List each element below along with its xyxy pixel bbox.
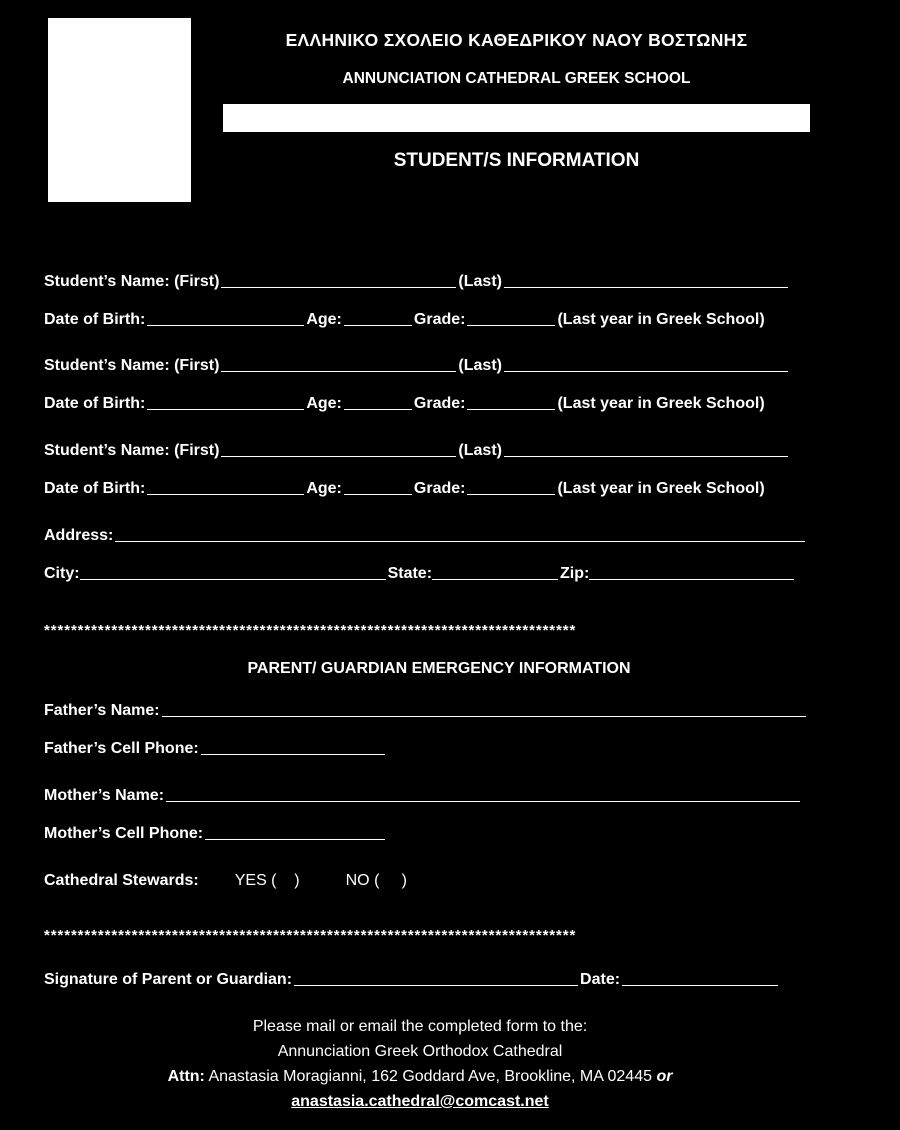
first-name-label: Student’s Name: (First) <box>44 273 220 290</box>
signature-field[interactable] <box>294 968 578 986</box>
age-label: Age: <box>306 395 342 412</box>
grade-label: Grade: <box>413 311 466 328</box>
student-1-dob-row <box>44 305 765 329</box>
student-3-age-field[interactable] <box>344 477 412 495</box>
father-cell-field[interactable] <box>201 737 385 755</box>
address-row <box>44 521 807 545</box>
father-name-label: Father’s Name: <box>44 702 160 719</box>
parent-section-title: PARENT/ GUARDIAN EMERGENCY INFORMATION <box>247 660 631 677</box>
student-1-last-name-field[interactable] <box>504 270 788 288</box>
state-field[interactable] <box>432 562 558 580</box>
state-label: State: <box>387 565 433 582</box>
student-1-age-field[interactable] <box>344 308 412 326</box>
date-label: Date: <box>580 971 621 988</box>
student-1-dob-field[interactable] <box>147 308 304 326</box>
student-3-dob-field[interactable] <box>147 477 304 495</box>
student-2-name-row <box>44 351 790 375</box>
zip-label: Zip: <box>560 565 590 582</box>
or-label: or <box>656 1068 673 1085</box>
contact-email-link[interactable]: anastasia.cathedral@comcast.net <box>291 1093 549 1110</box>
mother-name-label: Mother’s Name: <box>44 787 165 804</box>
attn-label: Attn: <box>167 1068 205 1085</box>
student-3-last-name-field[interactable] <box>504 439 788 457</box>
first-name-label: Student’s Name: (First) <box>44 442 220 459</box>
dob-label: Date of Birth: <box>44 395 146 412</box>
mother-cell-label: Mother’s Cell Phone: <box>44 825 204 842</box>
footer-cathedral-name: Annunciation Greek Orthodox Cathedral <box>277 1043 563 1060</box>
grade-label: Grade: <box>413 395 466 412</box>
mother-name-field[interactable] <box>166 784 800 802</box>
stewards-no-option[interactable]: NO ( ) <box>345 872 407 889</box>
student-2-dob-field[interactable] <box>147 392 304 410</box>
mother-name-row <box>44 781 802 805</box>
grade-label: Grade: <box>413 480 466 497</box>
dob-label: Date of Birth: <box>44 311 146 328</box>
dob-label: Date of Birth: <box>44 480 146 497</box>
last-name-label: (Last) <box>458 357 502 374</box>
city-label: City: <box>44 565 80 582</box>
footer-address-line <box>40 1064 800 1089</box>
stewards-row <box>44 866 407 890</box>
student-3-dob-row <box>44 474 765 498</box>
star-divider: ******************************************************************************* <box>44 622 577 639</box>
attn-address: Anastasia Moragianni, 162 Goddard Ave, Brookline, MA 02445 <box>204 1068 657 1085</box>
student-1-grade-field[interactable] <box>467 308 555 326</box>
student-3-grade-field[interactable] <box>467 477 555 495</box>
student-info-title: STUDENT/S INFORMATION <box>393 150 640 171</box>
student-2-dob-row <box>44 389 765 413</box>
date-field[interactable] <box>622 968 778 986</box>
signature-row <box>44 965 780 989</box>
header-bar <box>223 104 810 132</box>
footer <box>40 1014 800 1114</box>
student-2-age-field[interactable] <box>344 392 412 410</box>
father-name-field[interactable] <box>162 699 806 717</box>
address-label: Address: <box>44 527 114 544</box>
student-2-last-name-field[interactable] <box>504 354 788 372</box>
father-name-row <box>44 696 808 720</box>
student-2-grade-field[interactable] <box>467 392 555 410</box>
mother-cell-field[interactable] <box>205 822 385 840</box>
mother-cell-row <box>44 819 387 843</box>
greek-school-title: ΕΛΛΗΝΙΚΟ ΣΧΟΛΕΙΟ ΚΑΘΕΔΡΙΚΟΥ ΝΑΟΥ ΒΟΣΤΩΝΗΣ <box>285 30 748 50</box>
address-field[interactable] <box>115 524 805 542</box>
grade-note: (Last year in Greek School) <box>557 311 765 328</box>
age-label: Age: <box>306 311 342 328</box>
signature-label: Signature of Parent or Guardian: <box>44 971 293 988</box>
grade-note: (Last year in Greek School) <box>557 480 765 497</box>
logo-placeholder <box>48 18 191 202</box>
stewards-yes-option[interactable]: YES ( ) <box>234 872 300 889</box>
student-3-first-name-field[interactable] <box>221 439 456 457</box>
stewards-label: Cathedral Stewards: <box>44 872 199 889</box>
grade-note: (Last year in Greek School) <box>557 395 765 412</box>
student-2-first-name-field[interactable] <box>221 354 456 372</box>
english-school-title: ANNUNCIATION CATHEDRAL GREEK SCHOOL <box>342 70 691 87</box>
last-name-label: (Last) <box>458 273 502 290</box>
father-cell-row <box>44 734 387 758</box>
city-state-zip-row <box>44 559 796 583</box>
last-name-label: (Last) <box>458 442 502 459</box>
student-1-name-row <box>44 267 790 291</box>
student-3-name-row <box>44 436 790 460</box>
age-label: Age: <box>306 480 342 497</box>
zip-field[interactable] <box>589 562 794 580</box>
star-divider: ******************************************************************************* <box>44 927 577 944</box>
footer-instructions: Please mail or email the completed form to the: <box>252 1018 588 1035</box>
first-name-label: Student’s Name: (First) <box>44 357 220 374</box>
city-field[interactable] <box>80 562 386 580</box>
father-cell-label: Father’s Cell Phone: <box>44 740 199 757</box>
student-1-first-name-field[interactable] <box>221 270 456 288</box>
